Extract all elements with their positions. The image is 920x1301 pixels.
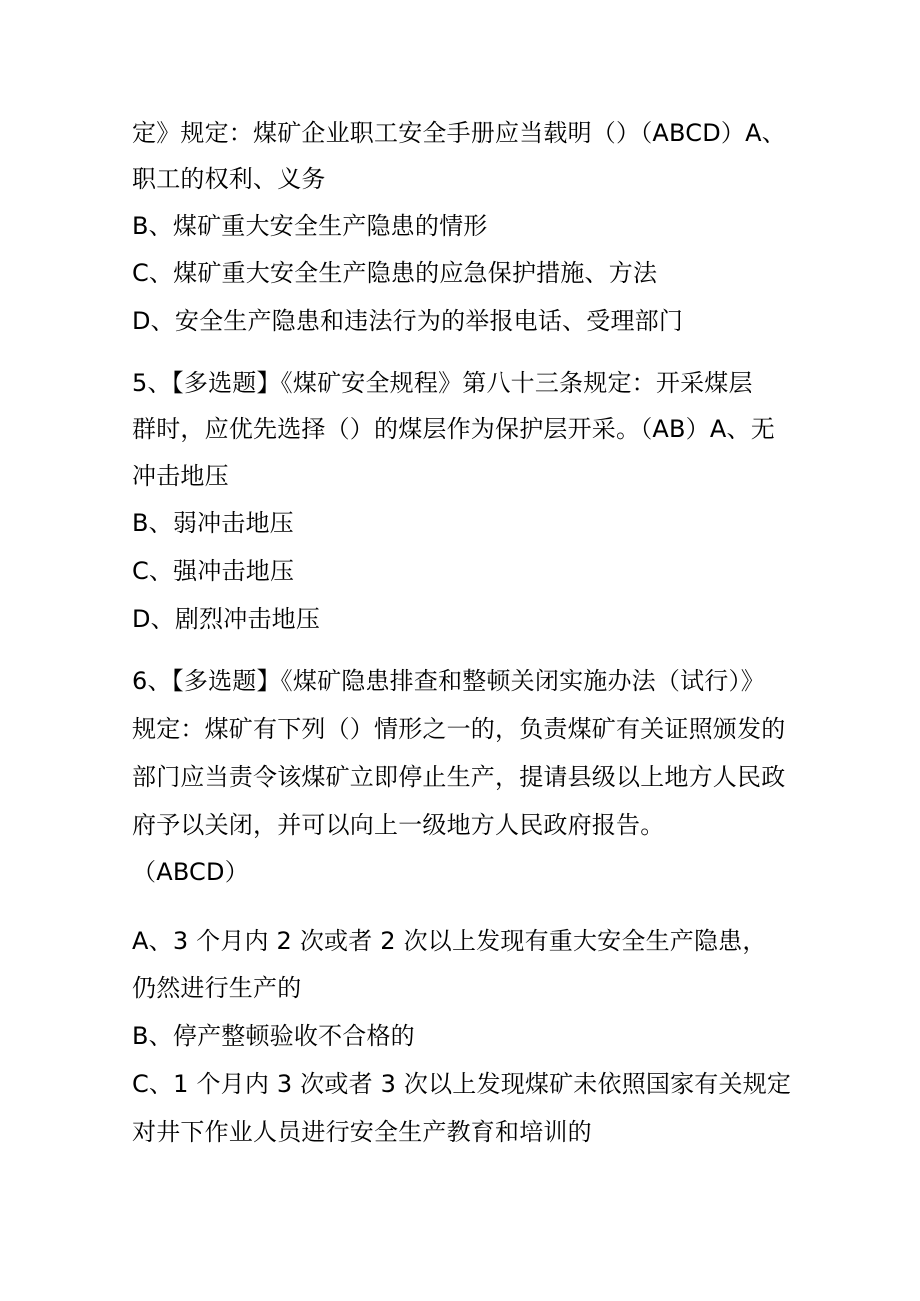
q6-question-line-4: 府予以关闭，并可以向上一级地方人民政府报告。 (132, 811, 665, 839)
q5-question-line-2: 群时，应优先选择（）的煤层作为保护层开采。（AB）A、无 (132, 415, 775, 443)
q6-question-line-1: 6、【多选题】《煤矿隐患排查和整顿关闭实施办法（试行）》 (132, 667, 765, 695)
q6-option-c-line-1: C、1 个月内 3 次或者 3 次以上发现煤矿未依照国家有关规定 (132, 1070, 792, 1098)
q5-option-d: D、剧烈冲击地压 (132, 605, 321, 633)
q5-option-c: C、强冲击地压 (132, 557, 295, 585)
q6-question-line-3: 部门应当责令该煤矿立即停止生产，提请县级以上地方人民政 (132, 763, 786, 791)
q6-option-a-line-2: 仍然进行生产的 (132, 974, 302, 1002)
q4-text-line-1: 定》规定：煤矿企业职工安全手册应当载明（）（ABCD）A、 (132, 119, 786, 147)
q4-option-c: C、煤矿重大安全生产隐患的应急保护措施、方法 (132, 259, 658, 287)
q4-option-d: D、安全生产隐患和违法行为的举报电话、受理部门 (132, 307, 684, 335)
q6-option-c-line-2: 对井下作业人员进行安全生产教育和培训的 (132, 1118, 592, 1146)
q6-question-line-2: 规定：煤矿有下列（）情形之一的，负责煤矿有关证照颁发的 (132, 715, 786, 743)
q6-option-a-line-1: A、3 个月内 2 次或者 2 次以上发现有重大安全生产隐患， (132, 927, 767, 955)
q5-question-line-1: 5、【多选题】《煤矿安全规程》第八十三条规定：开采煤层 (132, 369, 753, 397)
q5-option-b: B、弱冲击地压 (132, 509, 294, 537)
q6-option-b: B、停产整顿验收不合格的 (132, 1022, 415, 1050)
q4-option-b: B、煤矿重大安全生产隐患的情形 (132, 212, 488, 240)
q4-text-line-2: 职工的权利、义务 (132, 165, 326, 193)
q6-answer: （ABCD） (132, 858, 249, 886)
q5-question-line-3: 冲击地压 (132, 462, 229, 490)
